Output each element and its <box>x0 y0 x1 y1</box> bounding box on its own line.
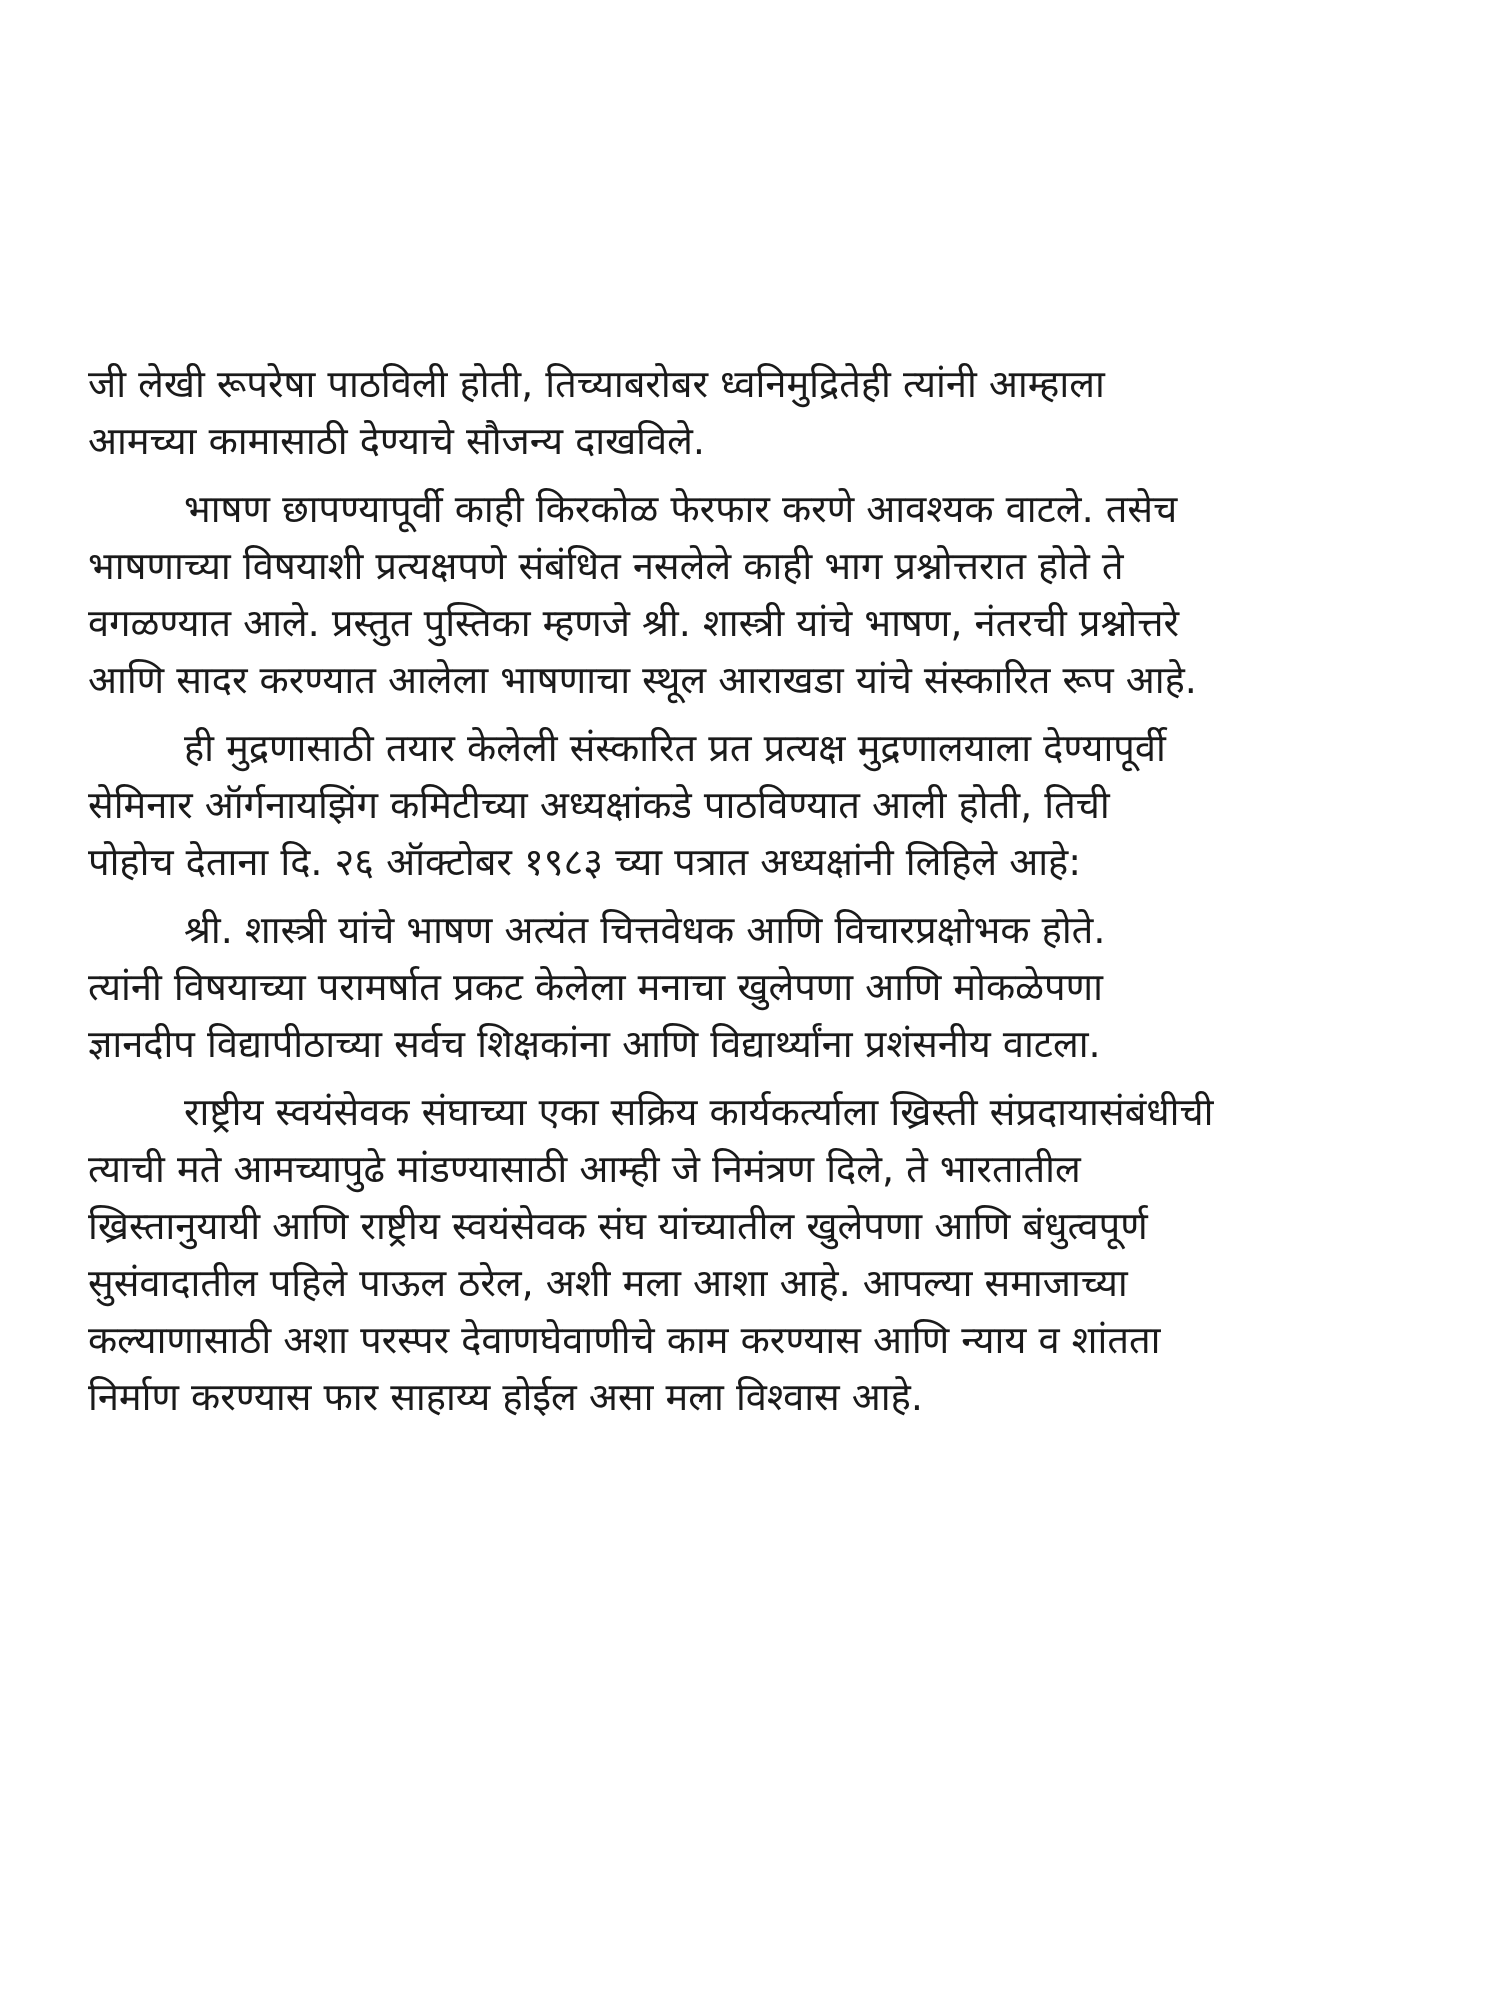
text-line: राष्ट्रीय स्वयंसेवक संघाच्या एका सक्रिय कार्यकर्त्याला ख्रिस्ती संप्रदायासंबंधीची <box>184 1090 1214 1134</box>
text-line: सुसंवादातील पहिले पाऊल ठरेल, अशी मला आशा आहे. आपल्या समाजाच्या <box>88 1261 1128 1305</box>
text-line: भाषण छापण्यापूर्वी काही किरकोळ फेरफार करणे आवश्यक वाटले. तसेच <box>184 487 1178 531</box>
text-line: त्यांनी विषयाच्या परामर्षात प्रकट केलेला मनाचा खुलेपणा आणि मोकळेपणा <box>88 965 1103 1009</box>
text-line: पोहोच देताना दि. २६ ऑक्टोबर १९८३ च्या पत्रात अध्यक्षांनी लिहिले आहे: <box>88 840 1082 884</box>
paragraph-5 <box>88 1084 1412 1426</box>
text-line: वगळण्यात आले. प्रस्तुत पुस्तिका म्हणजे श्री. शास्त्री यांचे भाषण, नंतरची प्रश्नोत्तरे <box>88 601 1179 645</box>
text-line: भाषणाच्या विषयाशी प्रत्यक्षपणे संबंधित नसलेले काही भाग प्रश्नोत्तरात होते ते <box>88 544 1124 588</box>
text-line: सेमिनार ऑर्गनायझिंग कमिटीच्या अध्यक्षांकडे पाठविण्यात आली होती, तिची <box>88 783 1110 827</box>
text-line: कल्याणासाठी अशा परस्पर देवाणघेवाणीचे काम करण्यास आणि न्याय व शांतता <box>88 1318 1161 1362</box>
text-line: आणि सादर करण्यात आलेला भाषणाचा स्थूल आराखडा यांचे संस्कारित रूप आहे. <box>88 658 1197 702</box>
paragraph-1 <box>88 356 1412 470</box>
text-line: श्री. शास्त्री यांचे भाषण अत्यंत चित्तवेधक आणि विचारप्रक्षोभक होते. <box>184 908 1106 952</box>
text-line: निर्माण करण्यास फार साहाय्य होईल असा मला विश्वास आहे. <box>88 1375 923 1419</box>
body-text <box>88 356 1412 1437</box>
paragraph-2 <box>88 481 1412 709</box>
text-line: ज्ञानदीप विद्यापीठाच्या सर्वच शिक्षकांना आणि विद्यार्थ्यांना प्रशंसनीय वाटला. <box>88 1022 1101 1066</box>
text-line: ख्रिस्तानुयायी आणि राष्ट्रीय स्वयंसेवक संघ यांच्यातील खुलेपणा आणि बंधुत्वपूर्ण <box>88 1204 1148 1248</box>
paragraph-3 <box>88 720 1412 891</box>
text-line: आमच्या कामासाठी देण्याचे सौजन्य दाखविले. <box>88 419 705 463</box>
text-line: जी लेखी रूपरेषा पाठविली होती, तिच्याबरोबर ध्वनिमुद्रितेही त्यांनी आम्हाला <box>88 362 1105 406</box>
paragraph-4-quote <box>88 902 1412 1073</box>
text-line: त्याची मते आमच्यापुढे मांडण्यासाठी आम्ही जे निमंत्रण दिले, ते भारतातील <box>88 1147 1081 1191</box>
text-line: ही मुद्रणासाठी तयार केलेली संस्कारित प्रत प्रत्यक्ष मुद्रणालयाला देण्यापूर्वी <box>184 726 1166 770</box>
